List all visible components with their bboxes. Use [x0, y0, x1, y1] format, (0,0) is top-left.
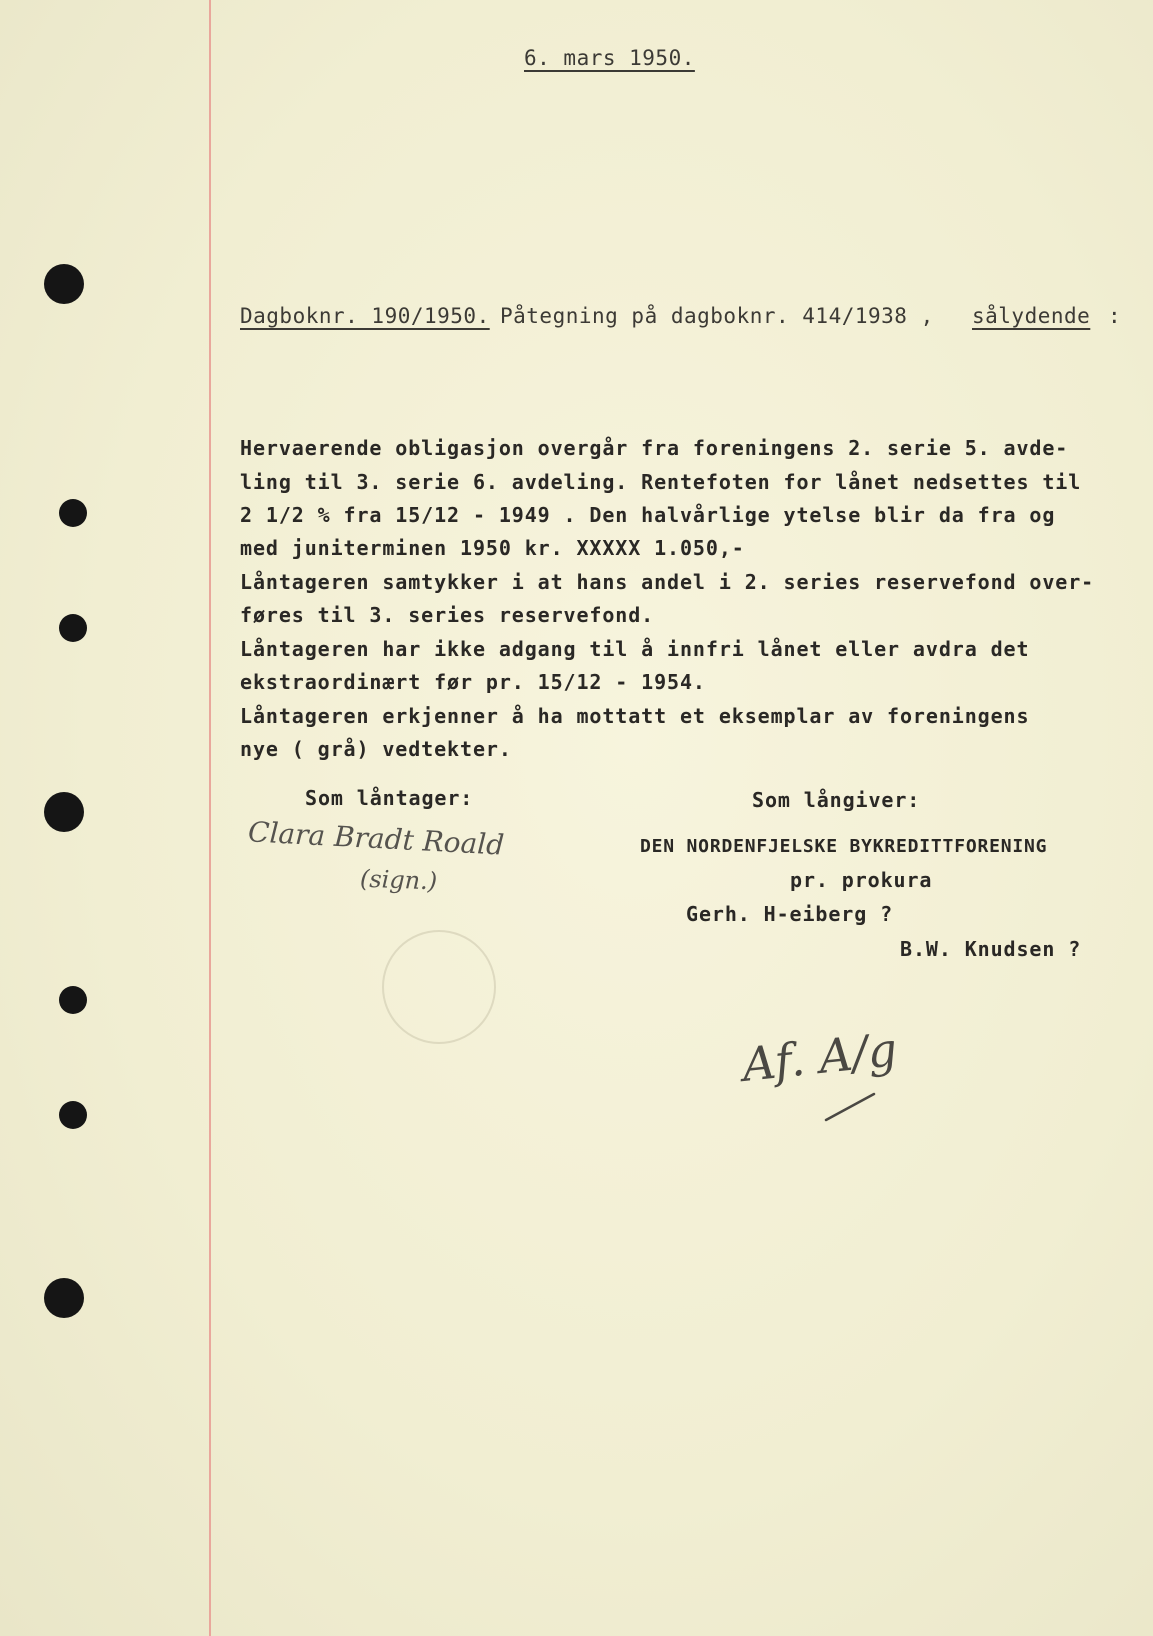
body-line: ekstraordinært før pr. 15/12 - 1954.: [240, 670, 706, 694]
body-line: med juniterminen 1950 kr. XXXXX 1.050,-: [240, 536, 745, 560]
reference-colon: :: [1108, 304, 1122, 328]
patgening-reference: Påtegning på dagboknr. 414/1938 ,: [500, 304, 934, 328]
lender-institution: DEN NORDENFJELSKE BYKREDITTFORENING: [640, 836, 1048, 857]
dagboknr-reference: Dagboknr. 190/1950.: [240, 304, 490, 328]
margin-line: [209, 0, 211, 1636]
body-line: ling til 3. serie 6. avdeling. Rentefoten for lånet nedsettes til: [240, 470, 1082, 494]
punch-hole: [59, 499, 87, 527]
initials-underline: [822, 1086, 882, 1126]
punch-hole: [44, 792, 84, 832]
body-line: Låntageren har ikke adgang til å innfri lånet eller avdra det: [240, 637, 1030, 661]
punch-hole: [59, 614, 87, 642]
borrower-signed-note: (sign.): [359, 864, 438, 896]
body-line: 2 1/2 % fra 15/12 - 1949 . Den halvårlige ytelse blir da fra og: [240, 503, 1056, 527]
body-line: føres til 3. series reservefond.: [240, 603, 655, 627]
punch-hole: [59, 986, 87, 1014]
punch-hole: [44, 1278, 84, 1318]
lender-signer-1: Gerh. H-eiberg ?: [686, 902, 894, 926]
borrower-signature: Clara Bradt Roald: [247, 815, 505, 862]
punch-hole: [59, 1101, 87, 1129]
faint-stamp-mark: [382, 930, 496, 1044]
body-line: Låntageren erkjenner å ha mottatt et eksemplar av foreningens: [240, 704, 1030, 728]
handwritten-initials: Af. A/g: [739, 1022, 900, 1092]
body-line: nye ( grå) vedtekter.: [240, 737, 512, 761]
salydende-label: sålydende: [972, 304, 1091, 328]
lender-signer-2: B.W. Knudsen ?: [900, 937, 1082, 961]
document-date: 6. mars 1950.: [524, 46, 695, 70]
borrower-label: Som låntager:: [305, 786, 474, 810]
punch-hole: [44, 264, 84, 304]
per-prokura: pr. prokura: [790, 868, 933, 892]
body-line: Låntageren samtykker i at hans andel i 2. series reservefond over-: [240, 570, 1095, 594]
body-line: Hervaerende obligasjon overgår fra foreningens 2. serie 5. avde-: [240, 436, 1069, 460]
lender-label: Som långiver:: [752, 788, 921, 812]
